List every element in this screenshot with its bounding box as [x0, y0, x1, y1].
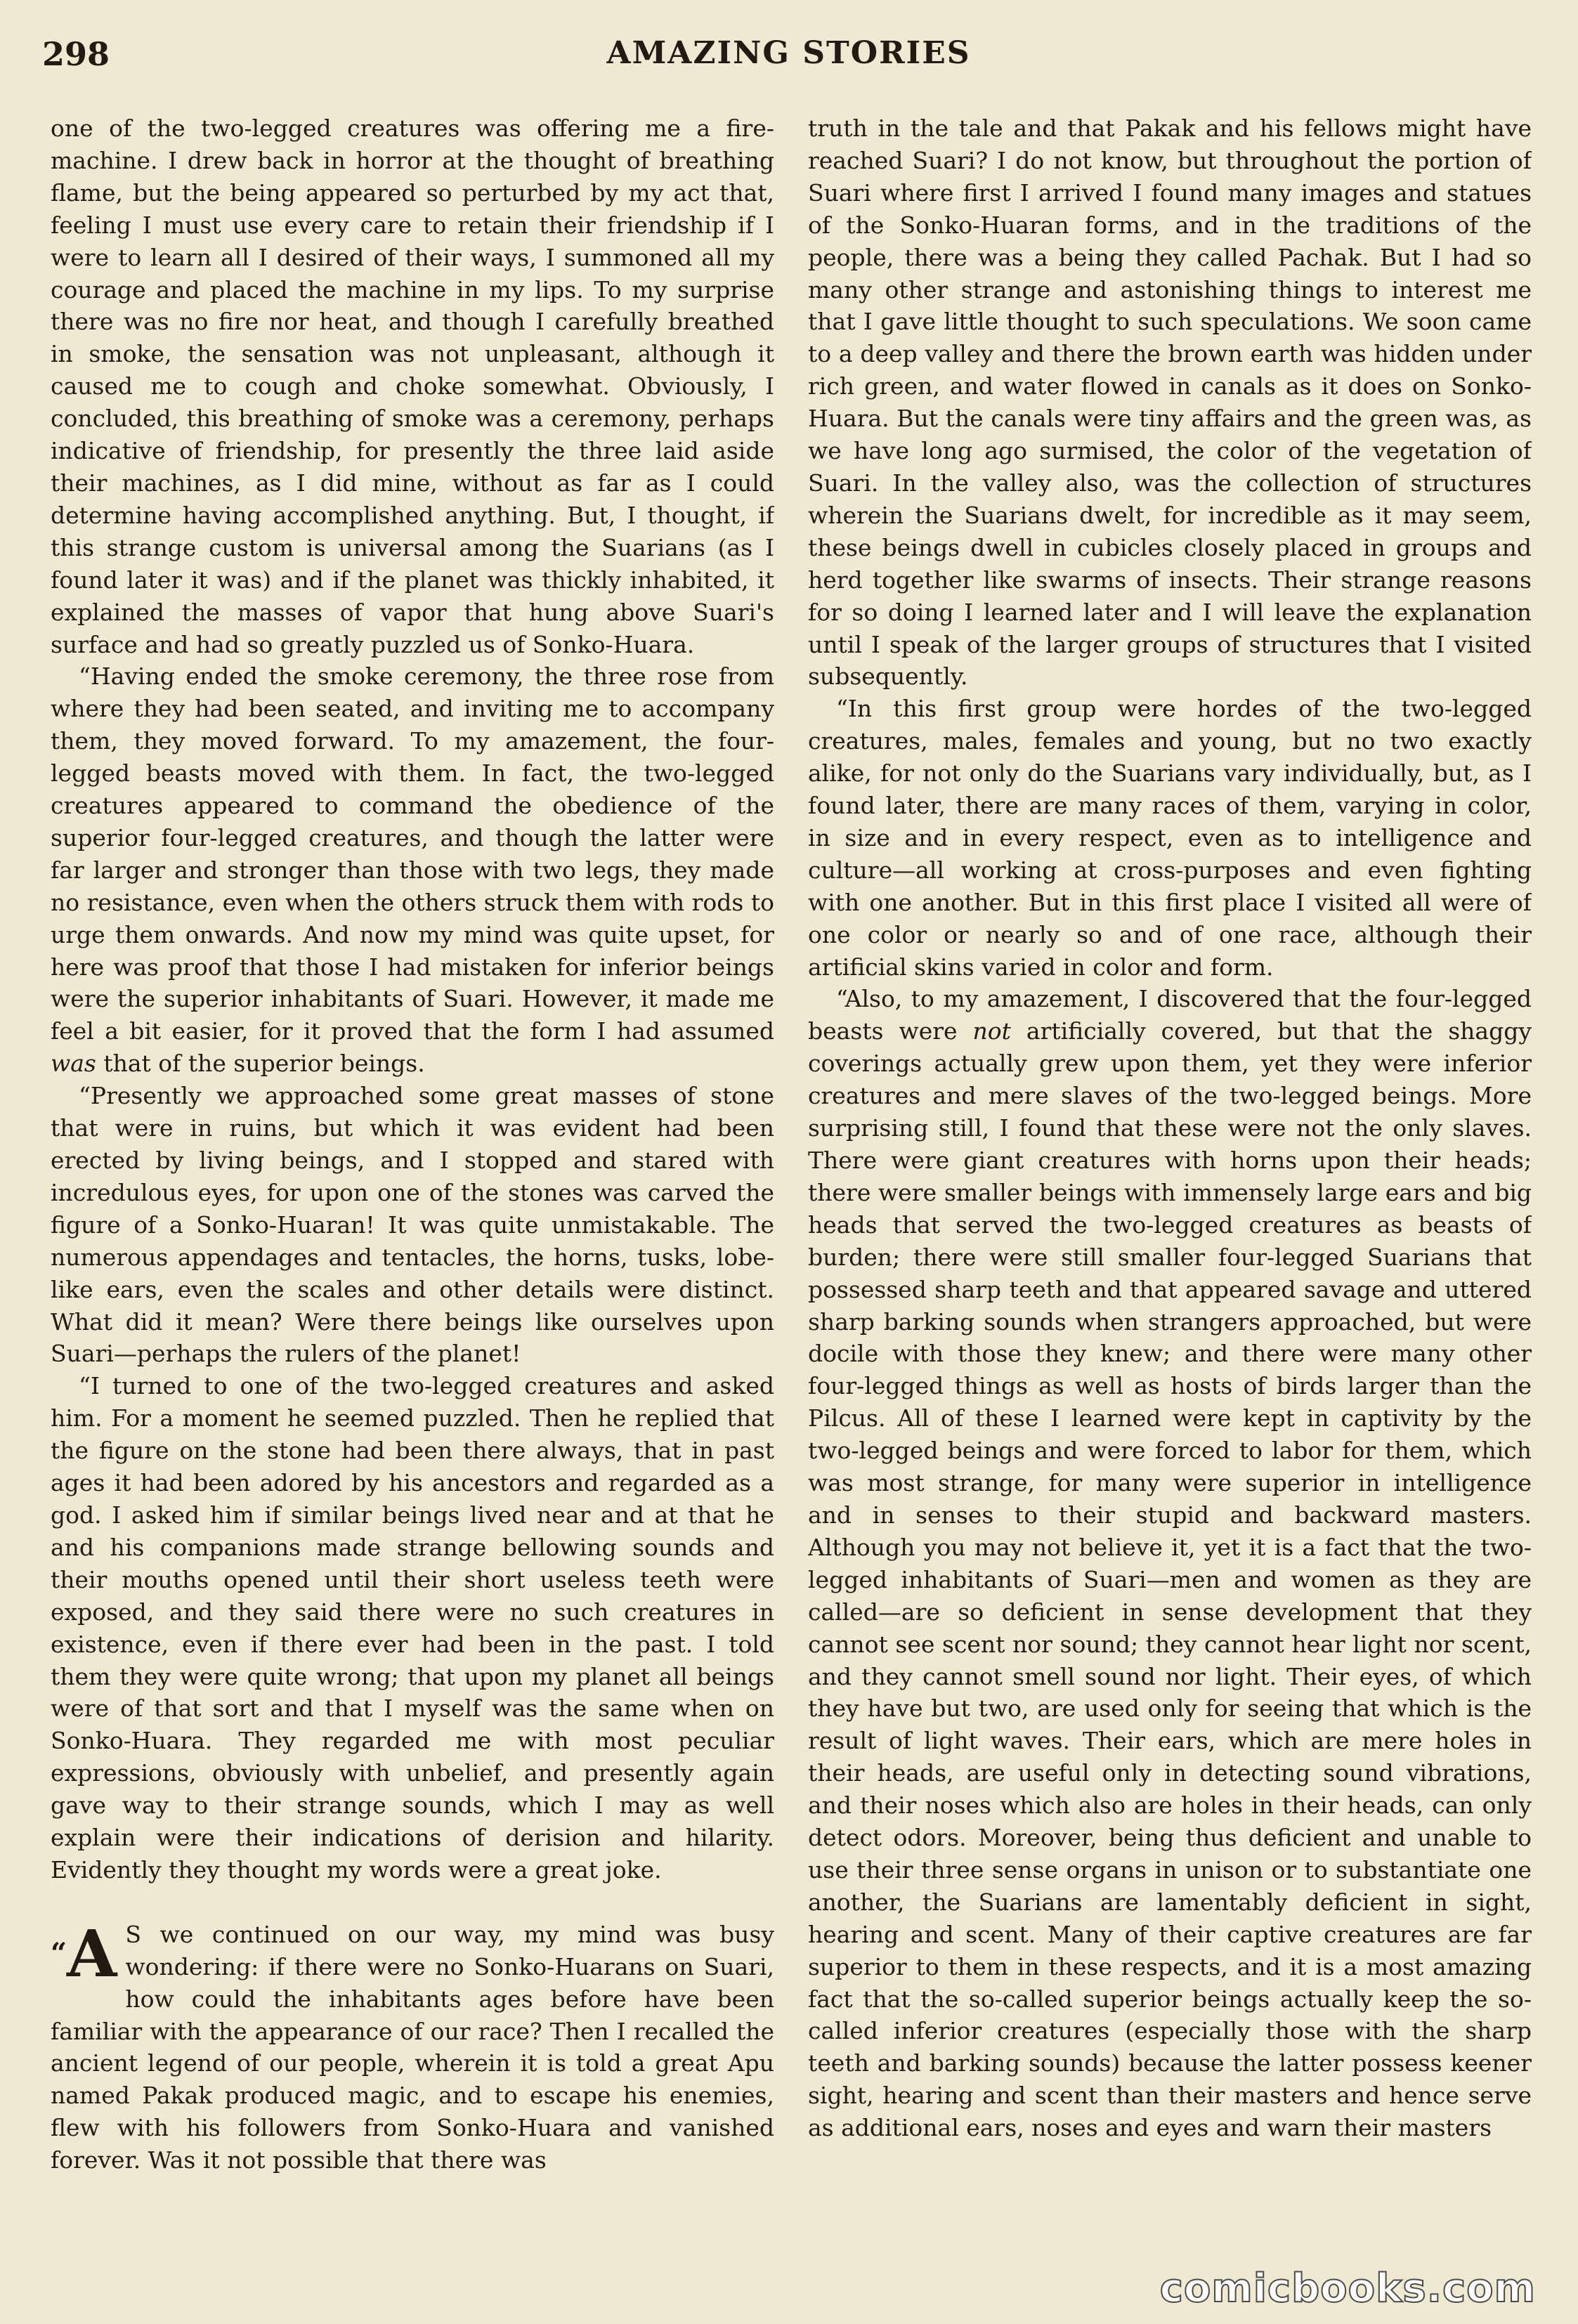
- paragraph: “Having ended the smoke ceremony, the three rose from where they had been seated, and inviting me to accompany them, they moved forward. To my amazement, the four-legged beasts moved with them. In fact, the two-legged creatures appeared to command the obedience of the superior four-legged creatures, and though the latter were far larger and stronger than those with two legs, they made no resistance, even when the others struck them with rods to urge them onwards. And now my mind was quite upset, for here was proof that those I had mistaken for inferior beings were the superior inhabitants of Suari. However, it made me feel a bit easier, for it proved that the form I had assumed was that of the superior beings.: [51, 662, 774, 1078]
- page-number: 298: [42, 35, 110, 73]
- paragraph: “In this first group were hordes of the two-legged creatures, males, females and young, but no two exactly alike, for not only do the Suarians vary individually, but, as I found later, there are many races of them, varying in color, in size and in every respect, even as to intelligence and culture—all working at cross-purposes and even fighting with one another. But in this first place I visited all were of one color or nearly so and of one race, although their artificial skins varied in color and form.: [808, 695, 1532, 981]
- section-break: [51, 1886, 774, 1919]
- page-header: [42, 35, 1535, 84]
- paragraph-drop-cap: “A S we continued on our way, my mind was busy wondering: if there were no Sonko-Huarans on Suari, how could the inhabitants ages before have been familiar with the appearance of our race? Then I recalled the ancient legend of our people, wherein it is told a great Apu named Pakak produced magic, and to escape his enemies, flew with his followers from Sonko-Huara and vanished forever. Was it not possible that there was: [51, 1915, 774, 2174]
- paragraph: truth in the tale and that Pakak and his fellows might have reached Suari? I do not know, but throughout the portion of Suari where first I arrived I found many images and statues of the Sonko-Huaran forms, and in the traditions of the people, there was a being they called Pachak. But I had so many other strange and astonishing things to interest me that I gave little thought to such speculations. We soon came to a deep valley and there the brown earth was hidden under rich green, and water flowed in canals as it does on Sonko-Huara. But the canals were tiny affairs and the green was, as we have long ago surmised, the color of the vegetation of Suari. In the valley also, was the collection of structures wherein the Suarians dwelt, for incredible as it may seem, these beings dwell in cubicles closely placed in groups and herd together like swarms of insects. Their strange reasons for so doing I learned later and I will leave the explanation until I speak of the larger groups of structures that I visited subsequently.: [808, 115, 1532, 691]
- paragraph: “I turned to one of the two-legged creatures and asked him. For a moment he seemed puzzled. Then he replied that the figure on the stone had been there always, that in past ages it had been adored by his ancestors and regarded as a god. I asked him if similar beings lived near and at that he and his companions made strange bellowing sounds and their mouths opened until their short useless teeth were exposed, and they said there were no such creatures in existence, even if there ever had been in the past. I told them they were quite wrong; that upon my planet all beings were of that sort and that I myself was the same when on Sonko-Huara. They regarded me with most peculiar expressions, obviously with unbelief, and presently again gave way to their strange sounds, which I may as well explain were their indications of derision and hilarity. Evidently they thought my words were a great joke.: [51, 1372, 774, 1884]
- magazine-title: AMAZING STORIES: [606, 35, 971, 71]
- drop-cap: “A: [51, 1915, 117, 1992]
- right-column: [808, 112, 1532, 2290]
- paragraph: one of the two-legged creatures was offering me a fire-machine. I drew back in horror at the thought of breathing flame, but the being appeared so perturbed by my act that, feeling I must use every care to retain their friendship if I were to learn all I desired of their ways, I summoned all my courage and placed the machine in my lips. To my surprise there was no fire nor heat, and though I carefully breathed in smoke, the sensation was not unpleasant, although it caused me to cough and choke somewhat. Obviously, I concluded, this breathing of smoke was a ceremony, perhaps indicative of friendship, for presently the three laid aside their machines, as I did mine, without as far as I could determine having accomplished anything. But, I thought, if this strange custom is universal among the Suarians (as I found later it was) and if the planet was thickly inhabited, it explained the masses of vapor that hung above Suari's surface and had so greatly puzzled us of Sonko-Huara.: [51, 115, 774, 658]
- watermark-logo: comicbooks.com: [1159, 2266, 1536, 2311]
- paragraph: “Presently we approached some great masses of stone that were in ruins, but which it was evident had been erected by living beings, and I stopped and stared with incredulous eyes, for upon one of the stones was carved the figure of a Sonko-Huaran! It was quite unmistakable. The numerous appendages and tentacles, the horns, tusks, lobe-like ears, even the scales and other details were distinct. What did it mean? Were there beings like ourselves upon Suari—perhaps the rulers of the planet!: [51, 1082, 774, 1368]
- left-column: [51, 112, 774, 2290]
- paragraph: “Also, to my amazement, I discovered that the four-legged beasts were not artificially covered, but that the shaggy coverings actually grew upon them, yet they were inferior creatures and mere slaves of the two-legged beings. More surprising still, I found that these were not the only slaves. There were giant creatures with horns upon their heads; there were smaller beings with immensely large ears and big heads that served the two-legged creatures as beasts of burden; there were still smaller four-legged Suarians that possessed sharp teeth and that appeared savage and uttered sharp barking sounds when strangers approached, but were docile with those they knew; and there were many other four-legged things as well as hosts of birds larger than the Pilcus. All of these I learned were kept in captivity by the two-legged beings and were forced to labor for them, which was most strange, for many were superior in intelligence and in senses to their stupid and backward masters. Although you may not believe it, yet it is a fact that the two-legged inhabitants of Suari—men and women as they are called—are so deficient in sense development that they cannot see scent nor sound; they cannot hear light nor scent, and they cannot smell sound nor light. Their eyes, of which they have but two, are used only for seeing that which is the result of light waves. Their ears, which are mere holes in their heads, are useful only in detecting sound vibrations, and their noses which also are holes in their heads, can only detect odors. Moreover, being thus deficient and unable to use their three sense organs in unison or to substantiate one another, the Suarians are lamentably deficient in sight, hearing and scent. Many of their captive creatures are far superior to them in these respects, and it is a most amazing fact that the so-called superior beings actually keep the so-called inferior creatures (especially those with the sharp teeth and barking sounds) because the latter possess keener sight, hearing and scent than their masters and hence serve as additional ears, noses and eyes and warn their masters: [808, 985, 1532, 2142]
